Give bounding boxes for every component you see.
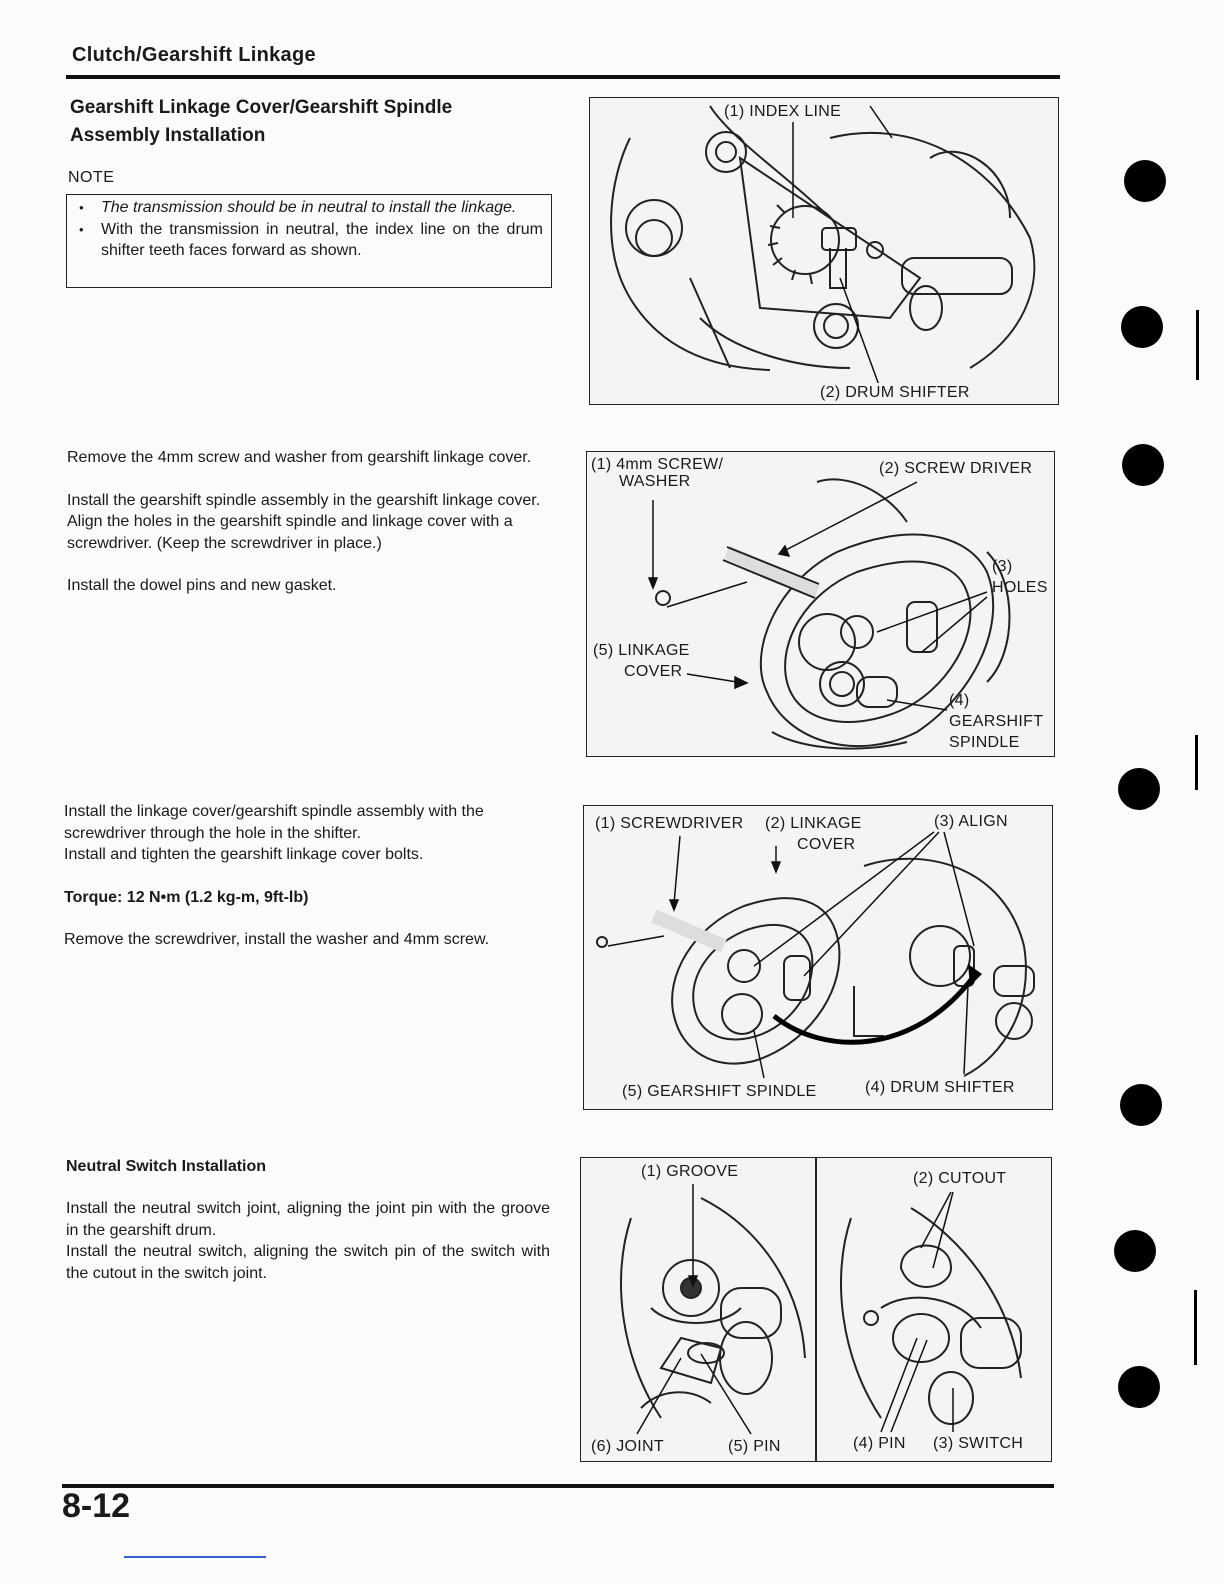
header-rule xyxy=(66,75,1060,79)
page-number: 8-12 xyxy=(62,1487,131,1525)
label-gearshift-spindle-1: (4) xyxy=(949,692,970,709)
footer-underline xyxy=(124,1556,266,1558)
figure-linkage-cover xyxy=(586,451,1055,757)
figure1-illustration xyxy=(590,98,1059,405)
label-gearshift-spindle-3: SPINDLE xyxy=(949,734,1020,751)
label-gearshift-spindle: (5) GEARSHIFT SPINDLE xyxy=(622,1083,817,1100)
label-linkage-cover-1: (2) LINKAGE xyxy=(765,815,862,832)
binder-hole xyxy=(1114,1230,1156,1272)
step2-p1 xyxy=(67,447,551,469)
label-screwdriver: (1) SCREWDRIVER xyxy=(595,815,744,832)
step2-p2b: Align the holes in the gearshift spindle and linkage cover with a screwdriver. (Keep the screwdriver in place.) xyxy=(67,513,513,552)
step3-p3: Remove the screwdriver, install the washer and 4mm screw. xyxy=(64,931,490,948)
label-linkage-cover-2: COVER xyxy=(797,836,856,853)
step3-torque: Torque: 12 N•m (1.2 kg-m, 9ft-lb) xyxy=(64,888,309,906)
label-drum-shifter: (4) DRUM SHIFTER xyxy=(865,1079,1015,1096)
label-groove: (1) GROOVE xyxy=(641,1163,739,1180)
section2-p1: Install the neutral switch joint, aligning the joint pin with the groove in the gearshift drum. xyxy=(66,1200,550,1239)
label-linkage-cover-2: COVER xyxy=(624,663,683,680)
note-item: • The transmission should be in neutral to install the linkage. xyxy=(75,197,543,219)
neutral-switch-title: Neutral Switch Installation xyxy=(66,1158,267,1175)
label-align: (3) ALIGN xyxy=(934,813,1008,830)
label-linkage-cover-1: (5) LINKAGE xyxy=(593,642,690,659)
label-gearshift-spindle-2: GEARSHIFT xyxy=(949,713,1044,730)
label-index-line: (1) INDEX LINE xyxy=(724,103,842,120)
step2-p2a: Install the gearshift spindle assembly in the gearshift linkage cover. xyxy=(67,491,541,509)
note-item: • With the transmission in neutral, the index line on the drum shifter teeth faces forward as shown. xyxy=(75,219,543,262)
label-screw-driver: (2) SCREW DRIVER xyxy=(879,460,1033,477)
figure-neutral-switch xyxy=(580,1157,1052,1462)
label-holes-1: (3) xyxy=(992,558,1013,575)
note-label: NOTE xyxy=(68,169,115,186)
step2-p3: Install the dowel pins and new gasket. xyxy=(67,577,337,594)
label-joint: (6) JOINT xyxy=(591,1438,664,1455)
figure-align-shifter xyxy=(583,805,1053,1110)
label-cutout: (2) CUTOUT xyxy=(913,1170,1007,1187)
scan-edge-mark xyxy=(1195,735,1198,790)
section2-text xyxy=(66,1198,550,1284)
scan-edge-mark xyxy=(1196,310,1199,380)
section-title-line2: Assembly Installation xyxy=(70,125,266,146)
binder-hole xyxy=(1118,1366,1160,1408)
figure-index-line xyxy=(589,97,1059,405)
step3-text xyxy=(64,801,550,951)
section-title-line1: Gearshift Linkage Cover/Gearshift Spindle xyxy=(70,97,453,118)
figure4-illustration xyxy=(581,1158,1052,1462)
step2-p1-text: Remove the 4mm screw and washer from gearshift linkage cover. xyxy=(67,449,532,466)
label-pin-5: (5) PIN xyxy=(728,1438,781,1455)
label-screw-washer-1: (1) 4mm SCREW/ xyxy=(591,456,724,473)
binder-hole xyxy=(1122,444,1164,486)
footer-rule xyxy=(62,1484,1054,1488)
scan-edge-mark xyxy=(1194,1290,1197,1365)
binder-hole xyxy=(1121,306,1163,348)
label-switch: (3) SWITCH xyxy=(933,1435,1024,1452)
section-title xyxy=(70,94,550,150)
step3-p1: Install the linkage cover/gearshift spindle assembly with the screwdriver through the hole in the shifter. xyxy=(64,803,484,842)
step3-p2: Install and tighten the gearshift linkage cover bolts. xyxy=(64,846,424,863)
binder-hole xyxy=(1118,768,1160,810)
binder-hole xyxy=(1124,160,1166,202)
page-header-title: Clutch/Gearshift Linkage xyxy=(72,44,316,66)
section2-p2: Install the neutral switch, aligning the switch pin of the switch with the cutout in the switch joint. xyxy=(66,1243,550,1282)
label-pin-4: (4) PIN xyxy=(853,1435,906,1452)
label-holes-2: HOLES xyxy=(992,579,1048,596)
step2-text xyxy=(67,447,551,597)
label-drum-shifter: (2) DRUM SHIFTER xyxy=(820,384,970,401)
note-box xyxy=(66,194,552,288)
label-screw-washer-2: WASHER xyxy=(619,473,691,490)
binder-hole xyxy=(1120,1084,1162,1126)
